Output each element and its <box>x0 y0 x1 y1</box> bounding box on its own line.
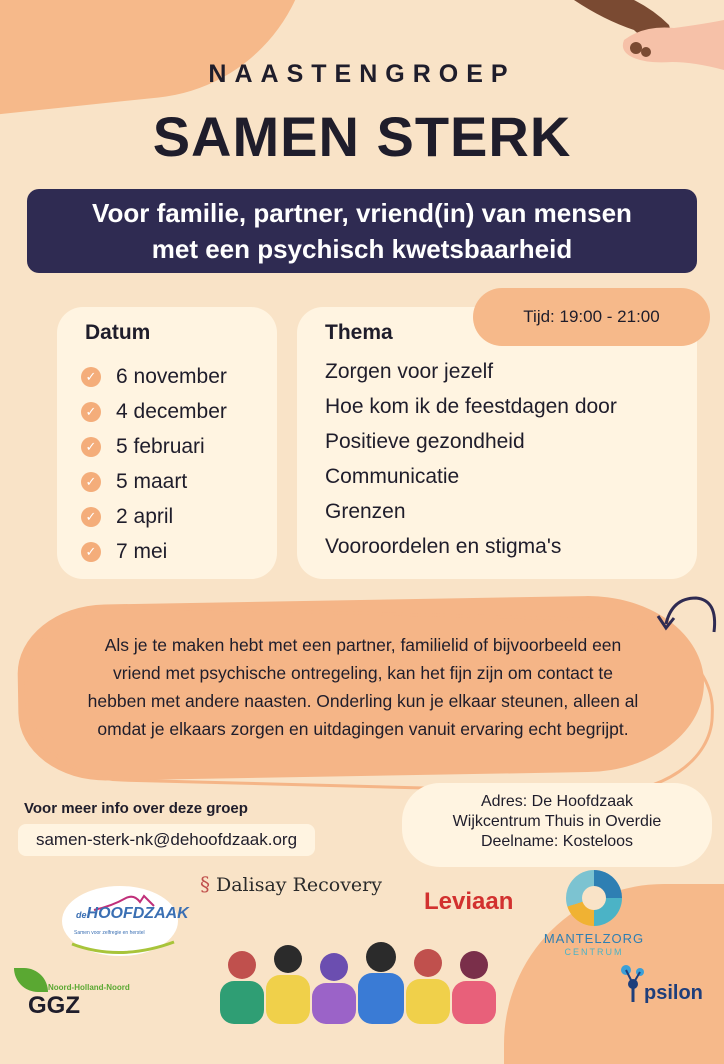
mantelzorg-logo-center <box>582 886 606 910</box>
time-badge: Tijd: 19:00 - 21:00 <box>473 288 710 346</box>
description-line: Als je te maken hebt met een partner, familielid of bijvoorbeeld een <box>104 635 622 655</box>
list-item: Zorgen voor jezelf <box>325 360 494 383</box>
list-item: Hoe kom ik de feestdagen door <box>325 395 617 418</box>
dalisay-mark-icon: § <box>200 872 210 896</box>
address: Adres: De Hoofdzaak <box>480 793 634 810</box>
date-list <box>81 359 227 569</box>
target-audience-banner <box>27 189 697 273</box>
check-icon: ✓ <box>81 367 101 387</box>
ggz-region: Noord-Holland-Noord <box>48 983 130 992</box>
kicker: NAASTENGROEP <box>208 60 516 88</box>
list-item <box>81 359 227 394</box>
description <box>58 631 668 743</box>
description-line: hebben met andere naasten. Onderling kun je elkaar steunen, alleen al <box>87 691 639 711</box>
check-icon: ✓ <box>81 402 101 422</box>
participation: Deelname: Kosteloos <box>480 833 634 850</box>
description-line: omdat je elkaars zorgen en uitdagingen vanuit ervaring echt begrijpt. <box>97 719 629 739</box>
date: 7 mei <box>116 539 168 563</box>
ggz-logo: GGZ <box>28 992 80 1019</box>
list-item <box>81 394 227 429</box>
mantelzorg-name: MANTELZORG <box>543 931 645 946</box>
hoofdzaak-prefix: de <box>76 910 87 920</box>
dalisay-logo <box>200 872 382 896</box>
list-item <box>81 429 227 464</box>
hoofdzaak-tagline: Samen voor zelfregie en herstel <box>74 930 145 936</box>
page-title: SAMEN STERK <box>152 105 572 168</box>
themes-heading: Thema <box>325 321 393 344</box>
check-icon: ✓ <box>81 542 101 562</box>
mantelzorg-sub: CENTRUM <box>564 947 624 957</box>
list-item: Communicatie <box>325 465 460 488</box>
list-item <box>81 464 227 499</box>
hoofdzaak-wordmark <box>76 905 189 923</box>
hoofdzaak-arc <box>70 940 176 960</box>
more-info-label: Voor meer info over deze groep <box>24 800 248 817</box>
location: Wijkcentrum Thuis in Overdie <box>452 813 662 830</box>
leviaan-logo: Leviaan <box>424 888 514 915</box>
dalisay-name: Dalisay Recovery <box>216 874 382 896</box>
list-item <box>81 534 227 569</box>
list-item: Grenzen <box>325 500 406 523</box>
date: 5 maart <box>116 469 188 493</box>
list-item: Vooroordelen en stigma's <box>325 535 562 558</box>
hoofdzaak-name: HOOFDZAAK <box>86 905 189 922</box>
dates-card <box>57 307 277 579</box>
ggz-leaf-icon <box>14 968 48 992</box>
dates-heading: Datum <box>85 321 151 344</box>
banner-line: met een psychisch kwetsbaarheid <box>151 234 573 264</box>
date: 6 november <box>116 364 227 388</box>
check-icon: ✓ <box>81 507 101 527</box>
list-item <box>81 499 227 534</box>
address-block <box>402 792 712 852</box>
group-of-people-illustration <box>214 935 506 1024</box>
date: 5 februari <box>116 434 205 458</box>
themes-card <box>297 307 697 579</box>
list-item: Positieve gezondheid <box>325 430 525 453</box>
psilon-molecule-icon <box>620 964 646 1004</box>
email-link[interactable]: samen-sterk-nk@dehoofdzaak.org <box>18 824 315 856</box>
banner-line: Voor familie, partner, vriend(in) van mensen <box>92 198 632 228</box>
date: 4 december <box>116 399 227 423</box>
description-line: vriend met psychische ontregeling, kan het fijn zijn om contact te <box>113 663 613 683</box>
date: 2 april <box>116 504 174 528</box>
check-icon: ✓ <box>81 437 101 457</box>
psilon-logo: psilon <box>644 982 703 1004</box>
theme-list <box>325 359 617 569</box>
check-icon: ✓ <box>81 472 101 492</box>
